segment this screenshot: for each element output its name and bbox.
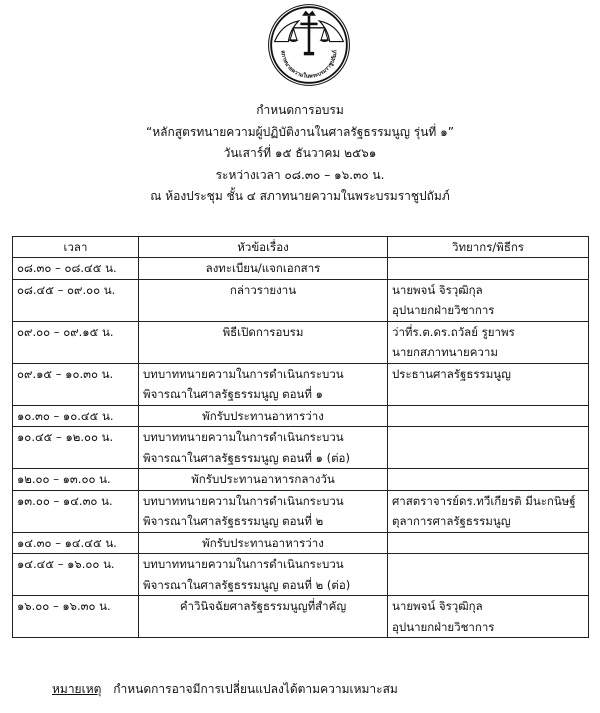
row-speaker — [388, 554, 589, 596]
table-row — [13, 321, 589, 363]
row-topic — [139, 321, 388, 363]
speaker-line: อุปนายกฝ่ายวิชาการ — [392, 303, 495, 317]
row-time: ๑๓.๐๐ – ๑๔.๓๐ น. — [13, 490, 139, 532]
row-topic — [139, 490, 388, 532]
row-speaker — [388, 532, 589, 554]
speaker-line: นายพจน์ จิรวุฒิกุล — [392, 282, 483, 297]
speaker-line: ตุลาการศาลรัฐธรรมนูญ — [392, 514, 511, 528]
topic-line: พิธีเปิดการอบรม — [222, 324, 304, 339]
row-topic — [139, 405, 388, 427]
speaker-line: นายกสภาทนายความ — [392, 345, 498, 359]
row-time: ๑๖.๐๐ – ๑๖.๓๐ น. — [13, 596, 139, 638]
topic-line: บทบาททนายความในการดำเนินกระบวน — [143, 493, 344, 508]
row-time: ๑๐.๔๕ – ๑๒.๐๐ น. — [13, 427, 139, 469]
row-speaker — [388, 427, 589, 469]
logo-text: สภาทนายความในพระบรมราชูปถัมภ์ — [279, 50, 339, 80]
row-topic — [139, 258, 388, 280]
table-row — [13, 405, 589, 427]
event-time: ระหว่างเวลา ๐๘.๓๐ – ๑๖.๓๐ น. — [215, 167, 385, 182]
topic-line: บทบาททนายความในการดำเนินกระบวน — [143, 430, 344, 444]
row-time: ๑๐.๓๐ – ๑๐.๔๕ น. — [13, 405, 139, 427]
document-header — [0, 100, 600, 208]
row-speaker — [388, 363, 589, 405]
row-time: ๐๘.๓๐ – ๐๘.๔๕ น. — [13, 258, 139, 280]
speaker-line: ว่าที่ร.ต.ดร.ถวัลย์ รูยาพร — [392, 324, 515, 339]
table-row — [13, 427, 589, 469]
topic-line: พักรับประทานอาหารว่าง — [202, 535, 324, 550]
topic-line: บทบาททนายความในการดำเนินกระบวน — [143, 557, 344, 571]
lawyers-council-logo — [266, 2, 352, 88]
table-header-row — [13, 237, 589, 258]
row-time: ๑๒.๐๐ – ๑๓.๐๐ น. — [13, 469, 139, 491]
topic-line: พิจารณาในศาลรัฐธรรมนูญ ตอนที่ ๑ (ต่อ) — [143, 450, 350, 465]
topic-line: พิจารณาในศาลรัฐธรรมนูญ ตอนที่ ๑ — [143, 387, 323, 401]
row-speaker — [388, 258, 589, 280]
table-row — [13, 490, 589, 532]
topic-line: พักรับประทานอาหารว่าง — [202, 408, 324, 423]
topic-line: คำวินิจฉัยศาลรัฐธรรมนูญที่สำคัญ — [179, 599, 347, 613]
speaker-line: อุปนายกฝ่ายวิชาการ — [392, 619, 495, 634]
table-row — [13, 279, 589, 321]
row-time: ๑๔.๔๕ – ๑๖.๐๐ น. — [13, 554, 139, 596]
topic-line: พักรับประทานอาหารกลางวัน — [191, 472, 335, 486]
header-speaker: วิทยากร/พิธีกร — [388, 237, 589, 258]
document-title: กำหนดการอบรม — [256, 103, 344, 117]
row-speaker — [388, 596, 589, 638]
table-row — [13, 469, 589, 491]
topic-line: กล่าวรายงาน — [229, 282, 297, 297]
table-row — [13, 258, 589, 280]
topic-line: บทบาททนายความในการดำเนินกระบวน — [143, 366, 344, 381]
footnote-label: หมายเหตุ — [52, 682, 102, 696]
row-speaker — [388, 405, 589, 427]
row-time: ๑๔.๓๐ – ๑๔.๔๕ น. — [13, 532, 139, 554]
row-topic — [139, 427, 388, 469]
course-name: “หลักสูตรทนายความผู้ปฏิบัติงานในศาลรัฐธรรมนูญ รุ่นที่ ๑” — [146, 124, 454, 139]
schedule-table — [12, 236, 589, 638]
row-topic — [139, 532, 388, 554]
row-speaker — [388, 321, 589, 363]
row-time: ๐๘.๔๕ – ๐๙.๐๐ น. — [13, 279, 139, 321]
table-row — [13, 554, 589, 596]
topic-line: ลงทะเบียน/แจกเอกสาร — [205, 261, 321, 275]
event-date: วันเสาร์ที่ ๑๕ ธันวาคม ๒๕๖๑ — [223, 146, 377, 160]
row-speaker — [388, 490, 589, 532]
row-topic — [139, 279, 388, 321]
topic-line: พิจารณาในศาลรัฐธรรมนูญ ตอนที่ ๒ — [143, 514, 324, 528]
row-topic — [139, 469, 388, 491]
row-topic — [139, 596, 388, 638]
table-row — [13, 596, 589, 638]
speaker-line: ศาสตราจารย์ดร.ทวีเกียรติ มีนะกนิษฐ์ — [392, 493, 576, 508]
footnote — [52, 680, 398, 699]
event-venue: ณ ห้องประชุม ชั้น ๔ สภาทนายความในพระบรมราชูปถัมภ์ — [150, 189, 450, 203]
row-topic — [139, 363, 388, 405]
topic-line: พิจารณาในศาลรัฐธรรมนูญ ตอนที่ ๒ (ต่อ) — [143, 577, 351, 592]
header-time: เวลา — [13, 237, 139, 258]
table-row — [13, 532, 589, 554]
row-topic — [139, 554, 388, 596]
footnote-text: กำหนดการอาจมีการเปลี่ยนแปลงได้ตามความเหมาะสม — [113, 682, 398, 696]
schedule-body — [13, 258, 589, 638]
header-topic: หัวข้อเรื่อง — [139, 237, 388, 258]
speaker-line: ประธานศาลรัฐธรรมนูญ — [392, 366, 511, 381]
table-row — [13, 363, 589, 405]
speaker-line: นายพจน์ จิรวุฒิกุล — [392, 599, 483, 613]
row-speaker — [388, 469, 589, 491]
row-speaker — [388, 279, 589, 321]
row-time: ๐๙.๐๐ – ๐๙.๑๕ น. — [13, 321, 139, 363]
row-time: ๐๙.๑๕ – ๑๐.๓๐ น. — [13, 363, 139, 405]
